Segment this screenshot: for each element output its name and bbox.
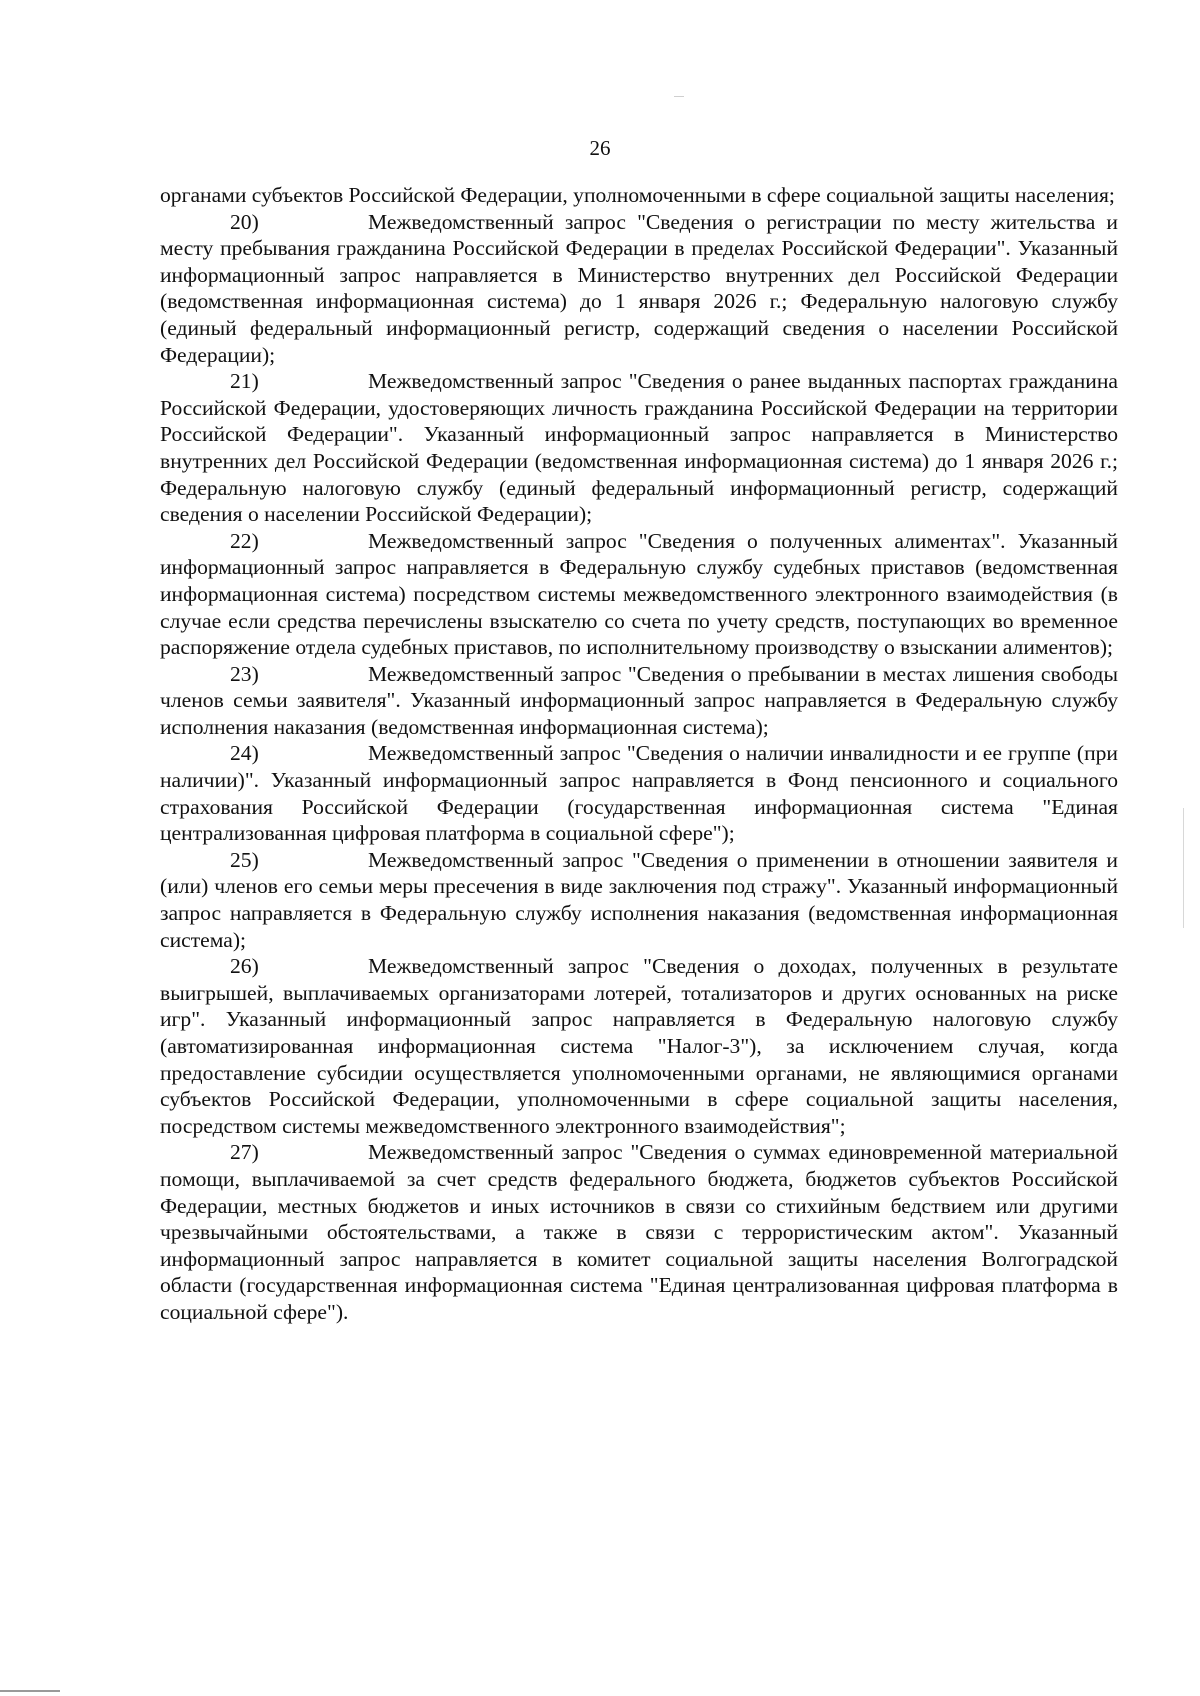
document-body xyxy=(160,182,1118,1326)
item-text: Межведомственный запрос "Сведения о доходах, полученных в результате выигрышей, выплачиваемых организаторами лотерей, тотализаторов и других основанных на риске игр". Указанный информационный запрос направляется в Федеральную налоговую службу (автоматизированная информационная система "Налог-3"), за исключением случая, когда предоставление субсидии осуществляется уполномоченными органами, не являющимися органами субъектов Российской Федерации, уполномоченными в сфере социальной защиты населения, посредством системы межведомственного электронного взаимодействия"; xyxy=(160,954,1118,1138)
item-text: Межведомственный запрос "Сведения о полученных алиментах". Указанный информационный запрос направляется в Федеральную службу судебных приставов (ведомственная информационная система) посредством системы межведомственного электронного взаимодействия (в случае если средства перечислены взыскателю со счета по учету средств, поступающих во временное распоряжение отдела судебных приставов, по исполнительному производству о взыскании алиментов); xyxy=(160,528,1118,660)
item-text: Межведомственный запрос "Сведения о применении в отношении заявителя и (или) членов его семьи меры пресечения в виде заключения под стражу". Указанный информационный запрос направляется в Федеральную службу исполнения наказания (ведомственная информационная система); xyxy=(160,847,1118,952)
item-number: 21) xyxy=(230,369,259,394)
item-text: Межведомственный запрос "Сведения о суммах единовременной материальной помощи, выплачиваемой за счет средств федерального бюджета, бюджетов субъектов Российской Федерации, местных бюджетов и иных источников в связи со стихийным бедствием или другими чрезвычайными обстоятельствами, а также в связи с террористическим актом". Указанный информационный запрос направляется в комитет социальной защиты населения Волгоградской области (государственная информационная система "Единая централизованная цифровая платформа в социальной сфере"). xyxy=(160,1140,1118,1324)
list-item xyxy=(160,209,1118,369)
scan-artifact xyxy=(674,96,684,97)
item-number: 20) xyxy=(230,209,259,234)
list-item xyxy=(160,661,1118,741)
item-text: Межведомственный запрос "Сведения о ранее выданных паспортах гражданина Российской Федерации, удостоверяющих личность гражданина Российской Федерации на территории Российской Федерации". Указанный информационный запрос направляется в Министерство внутренних дел Российской Федерации (ведомственная информационная система) до 1 января 2026 г.; Федеральную налоговую службу (единый федеральный информационный регистр, содержащий сведения о населении Российской Федерации); xyxy=(160,369,1118,527)
item-text: Межведомственный запрос "Сведения о пребывании в местах лишения свободы членов семьи заявителя". Указанный информационный запрос направляется в Федеральную службу исполнения наказания (ведомственная информационная система); xyxy=(160,661,1118,739)
scan-corner-line xyxy=(0,1690,60,1692)
list-item xyxy=(160,528,1118,661)
item-number: 25) xyxy=(230,847,259,872)
item-number: 26) xyxy=(230,954,259,979)
page-number: 26 xyxy=(589,136,611,160)
list-item xyxy=(160,368,1118,528)
item-number: 24) xyxy=(230,741,259,766)
item-number: 23) xyxy=(230,661,259,686)
list-item xyxy=(160,847,1118,953)
list-item xyxy=(160,740,1118,846)
item-number: 22) xyxy=(230,528,259,553)
item-text: Межведомственный запрос "Сведения о регистрации по месту жительства и месту пребывания гражданина Российской Федерации в пределах Российской Федерации". Указанный информационный запрос направляется в Министерство внутренних дел Российской Федерации (ведомственная информационная система) до 1 января 2026 г.; Федеральную налоговую службу (единый федеральный информационный регистр, содержащий сведения о населении Российской Федерации); xyxy=(160,209,1118,367)
scan-margin-line xyxy=(1183,808,1184,928)
list-item xyxy=(160,953,1118,1139)
intro-paragraph: органами субъектов Российской Федерации, уполномоченными в сфере социальной защиты населения; xyxy=(160,183,1115,207)
item-number: 27) xyxy=(230,1140,259,1165)
item-text: Межведомственный запрос "Сведения о наличии инвалидности и ее группе (при наличии)". Указанный информационный запрос направляется в Фонд пенсионного и социального страхования Российской Федерации (государственная информационная система "Единая централизованная цифровая платформа в социальной сфере"); xyxy=(160,741,1118,846)
list-item xyxy=(160,1139,1118,1325)
